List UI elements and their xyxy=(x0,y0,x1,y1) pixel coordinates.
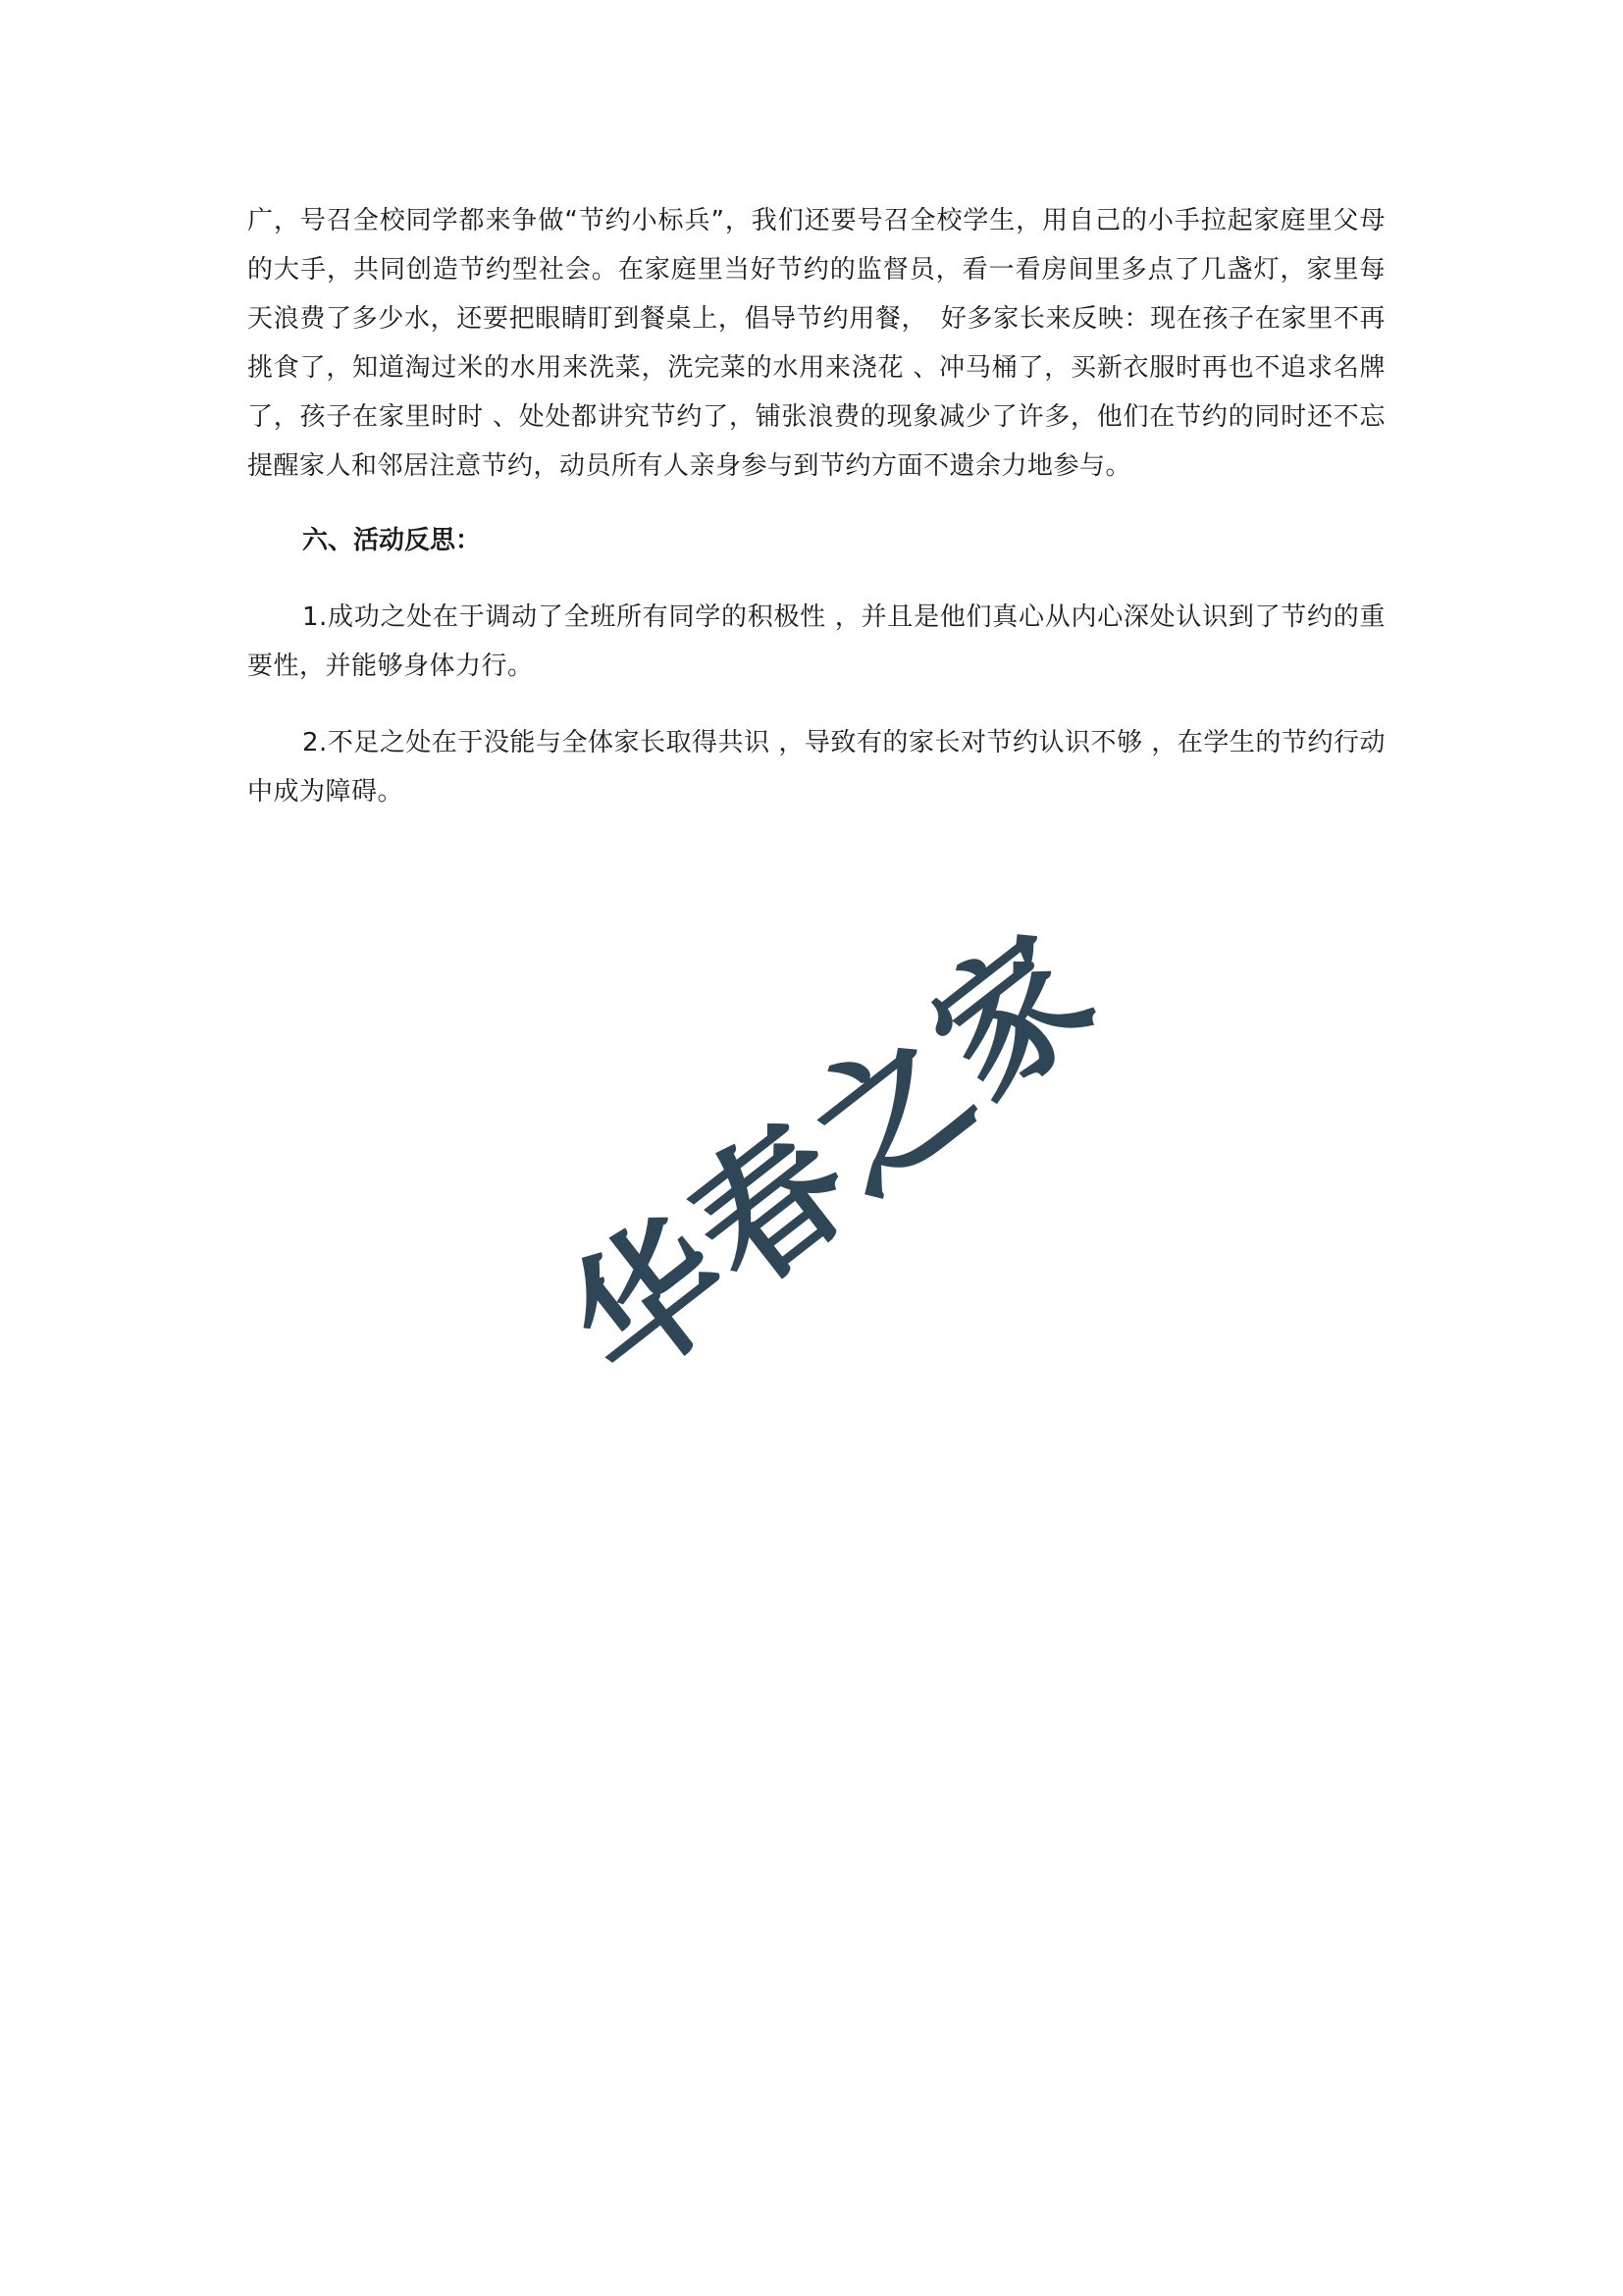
document-body xyxy=(247,196,1386,816)
section-heading: 六、活动反思： xyxy=(302,526,482,555)
body-paragraph: 广，号召全校同学都来争做“节约小标兵”，我们还要号召全校学生，用自己的小手拉起家庭里父母的大手，共同创造节约型社会。在家庭里当好节约的监督员，看一看房间里多点了几盏灯，家里每天浪费了多少水，还要把眼睛盯到餐桌上，倡导节约用餐， 好多家长来反映：现在孩子在家里不再挑食了，知道淘过米的水用来洗菜，洗完菜的水用来浇花 、冲马桶了，买新衣服时再也不追求名牌了，孩子在家里时时 、处处都讲究节约了，铺张浪费的现象减少了许多，他们在节约的同时还不忘提醒家人和邻居注意节约，动员所有人亲身参与到节约方面不遗余力地参与。 xyxy=(247,206,1386,481)
reflection-item-1: 1.成功之处在于调动了全班所有同学的积极性 ，并且是他们真心从内心深处认识到了节约的重要性，并能够身体力行。 xyxy=(247,602,1386,681)
watermark-text: 华春之家 xyxy=(540,902,1128,1414)
reflection-item-2: 2.不足之处在于没能与全体家长取得共识 ，导致有的家长对节约认识不够 ，在学生的节约行动中成为障碍。 xyxy=(247,728,1386,807)
